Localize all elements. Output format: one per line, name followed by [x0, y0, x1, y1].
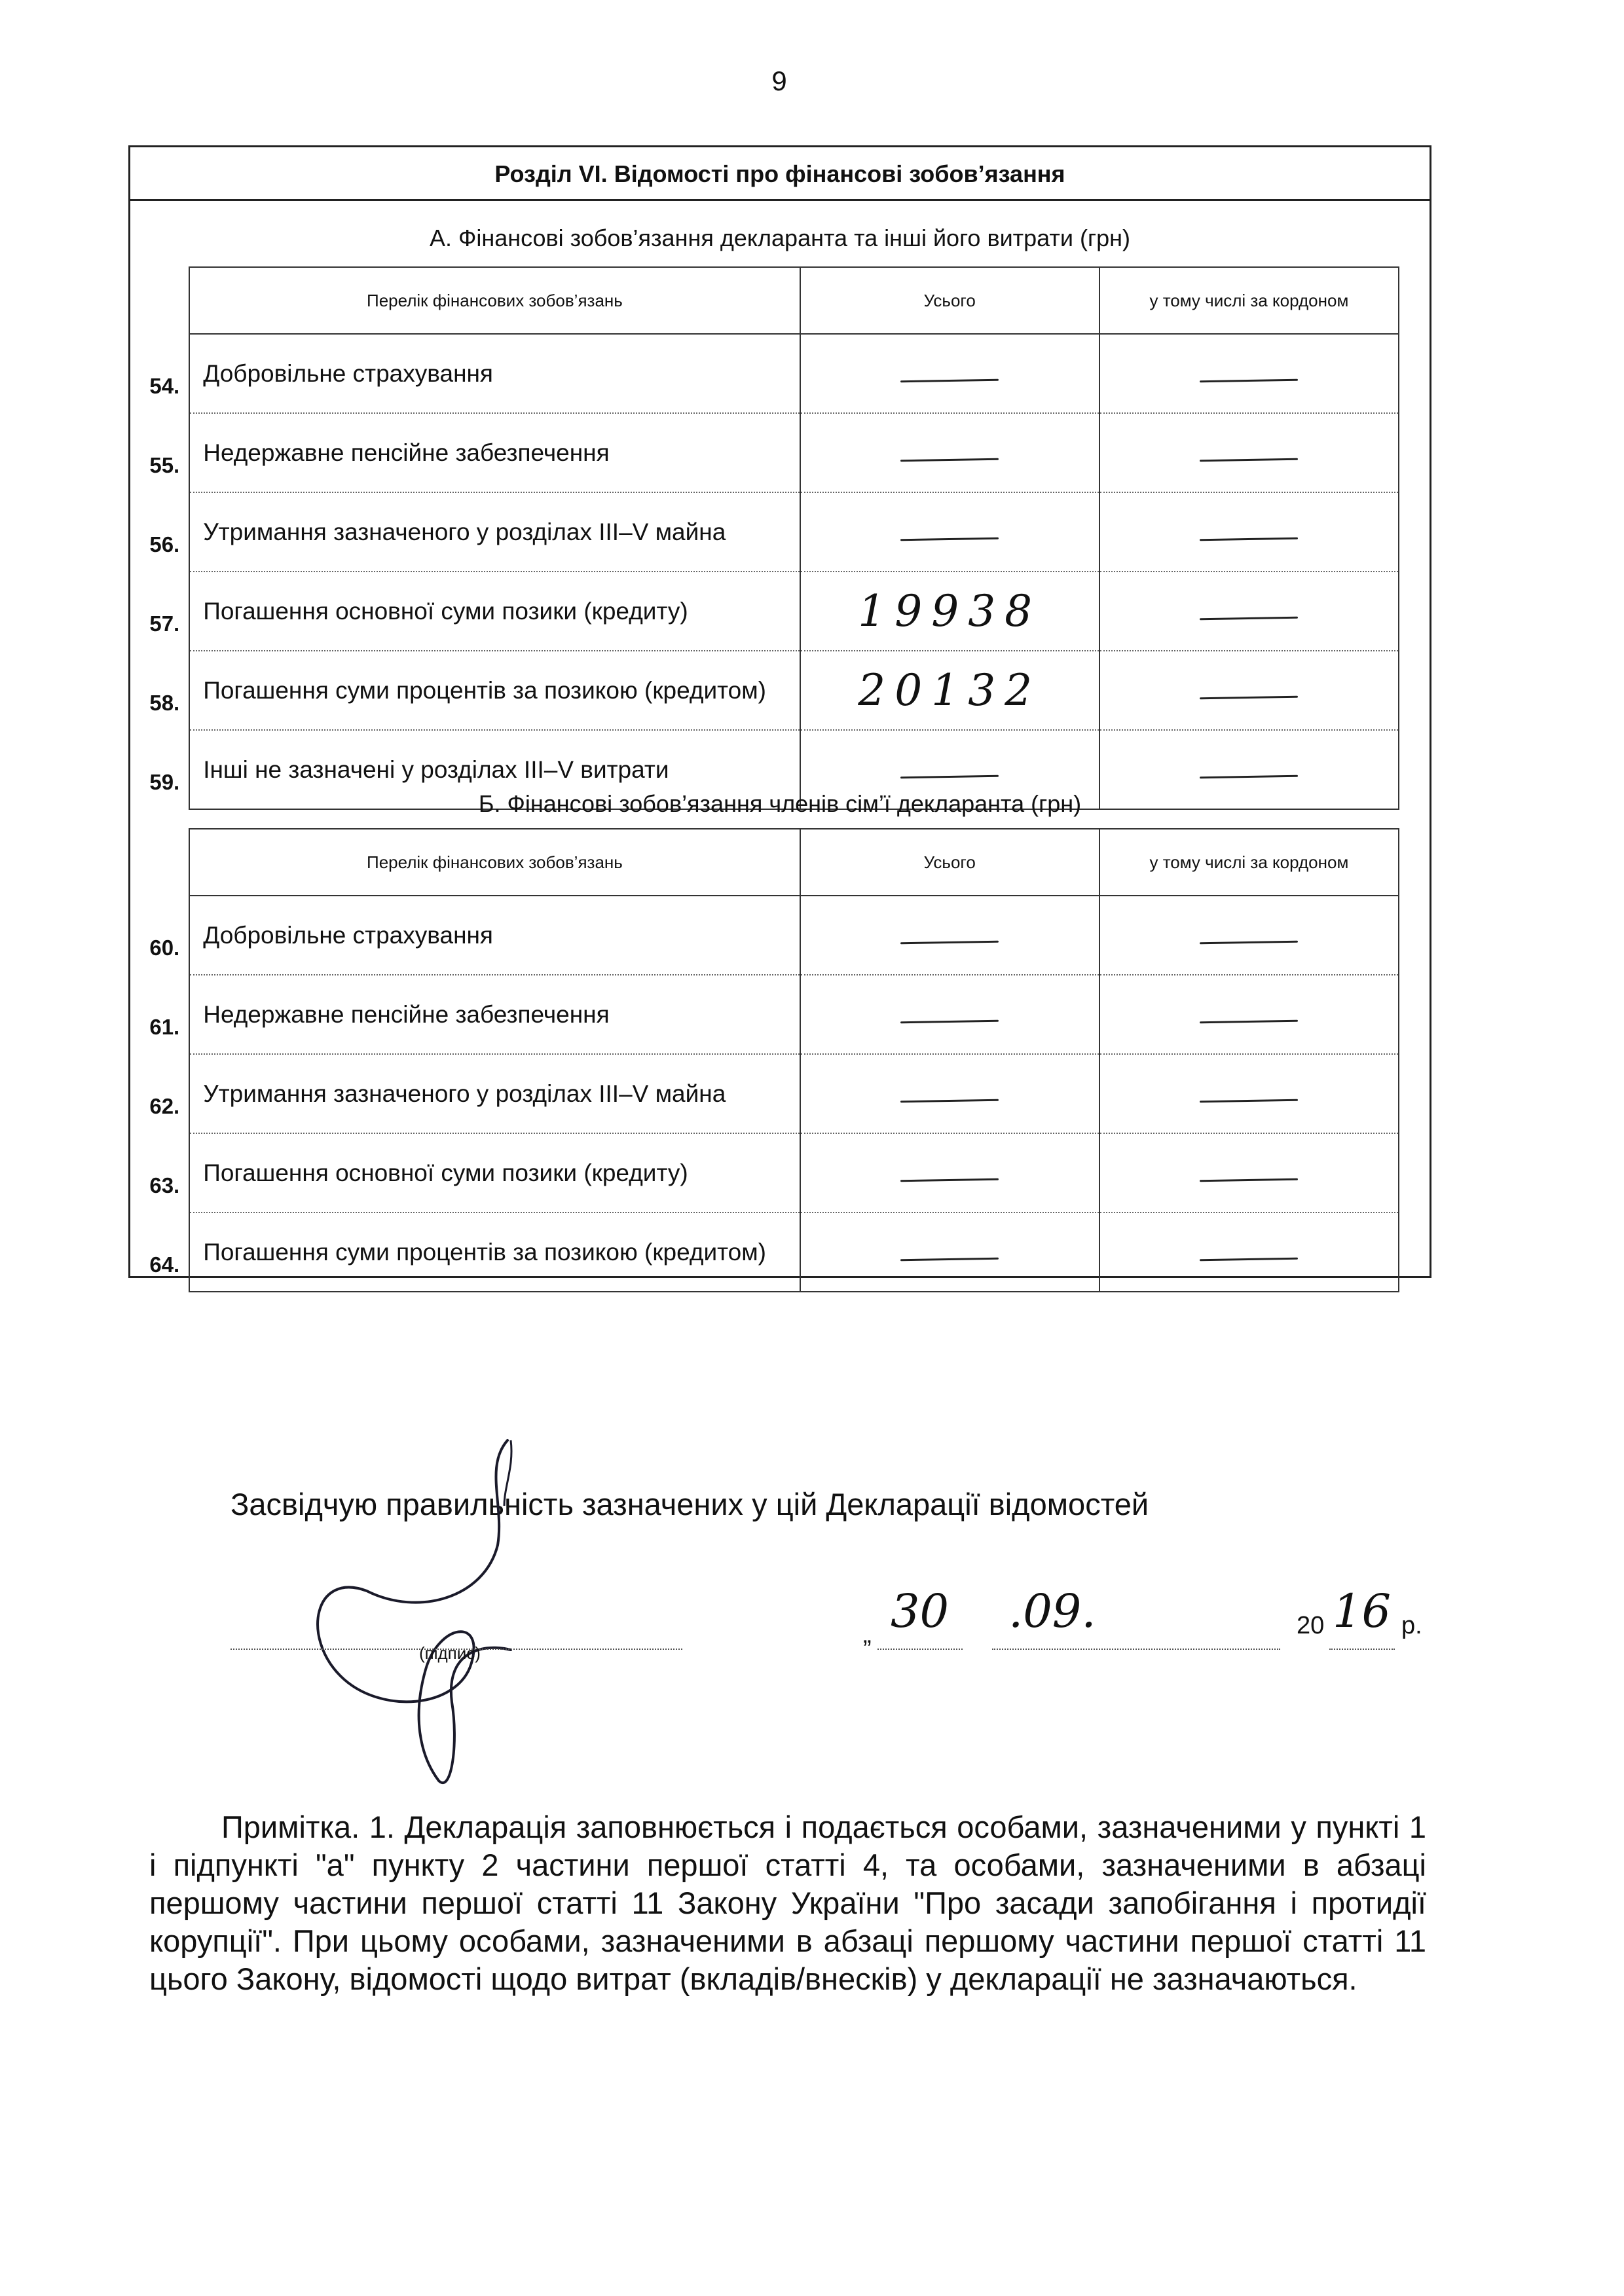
- row-number: 56.: [149, 532, 180, 556]
- row-number: 63.: [149, 1173, 180, 1197]
- table-row: [130, 1212, 1399, 1292]
- handwritten-dash: [900, 1019, 999, 1023]
- handwritten-dash: [1200, 695, 1298, 699]
- handwritten-signature: [288, 1427, 524, 1794]
- header-list: Перелік фінансових зобов’язань: [189, 267, 800, 334]
- row-label: Утримання зазначеного у розділах III–V майна: [189, 492, 800, 572]
- row-label: Добровільне страхування: [189, 896, 800, 975]
- header-total: Усього: [800, 829, 1099, 896]
- date-month-line: [992, 1649, 1280, 1650]
- date-month: .09.: [1008, 1584, 1096, 1638]
- row-number: 61.: [149, 1015, 180, 1039]
- row-abroad-cell: [1099, 1054, 1399, 1133]
- row-number: 62.: [149, 1094, 180, 1118]
- row-label: Погашення суми процентів за позикою (кредитом): [189, 651, 800, 730]
- row-abroad-cell: [1099, 334, 1399, 413]
- row-number: 59.: [149, 770, 180, 794]
- table-row: [130, 1133, 1399, 1212]
- row-abroad-cell: [1099, 975, 1399, 1054]
- handwritten-dash: [1200, 774, 1298, 778]
- table-header-row: [130, 267, 1399, 334]
- handwritten-dash: [1200, 616, 1298, 620]
- handwritten-dash: [900, 378, 999, 382]
- date-day-line: [877, 1649, 963, 1650]
- table-row: [130, 334, 1399, 413]
- row-label: Погашення основної суми позики (кредиту): [189, 1133, 800, 1212]
- row-total-cell: [800, 1054, 1099, 1133]
- table-row: [130, 1054, 1399, 1133]
- handwritten-dash: [1200, 1257, 1298, 1261]
- table-row: [130, 413, 1399, 492]
- handwritten-dash: [1200, 1099, 1298, 1102]
- table-row: [130, 492, 1399, 572]
- row-label: Недержавне пенсійне забезпечення: [189, 975, 800, 1054]
- row-label: Погашення суми процентів за позикою (кредитом): [189, 1212, 800, 1292]
- row-total-cell: [800, 413, 1099, 492]
- note-block: [149, 1808, 1426, 1998]
- year-prefix: 20: [1297, 1612, 1325, 1639]
- section-frame: [128, 145, 1431, 1278]
- row-total-cell: [800, 896, 1099, 975]
- row-abroad-cell: [1099, 572, 1399, 651]
- row-total-cell: [800, 492, 1099, 572]
- date-day: 30: [891, 1584, 950, 1638]
- handwritten-dash: [900, 537, 999, 541]
- handwritten-dash: [1200, 458, 1298, 462]
- row-total-cell: [800, 1133, 1099, 1212]
- year-unit: р.: [1401, 1612, 1422, 1639]
- table-row: [130, 975, 1399, 1054]
- row-label: Утримання зазначеного у розділах III–V майна: [189, 1054, 800, 1133]
- row-label: Інші не зазначені у розділах III–V витрати: [189, 730, 800, 809]
- row-label: Добровільне страхування: [189, 334, 800, 413]
- handwritten-dash: [1200, 378, 1298, 382]
- page-number: 9: [771, 65, 787, 96]
- table-row: [130, 651, 1399, 730]
- year-line: [1329, 1649, 1395, 1650]
- row-total-cell: [800, 1212, 1099, 1292]
- row-abroad-cell: [1099, 413, 1399, 492]
- handwritten-dash: [900, 774, 999, 778]
- part-b-title: Б. Фінансові зобов’язання членів сім’ї декларанта (грн): [478, 790, 1082, 817]
- handwritten-dash: [900, 1099, 999, 1102]
- header-total: Усього: [800, 267, 1099, 334]
- handwritten-dash: [900, 1257, 999, 1261]
- row-total-cell: [800, 975, 1099, 1054]
- row-total-cell: [800, 334, 1099, 413]
- certification-text: Засвідчую правильність зазначених у цій Декларації відомостей: [231, 1487, 1149, 1522]
- part-b-table: [130, 828, 1399, 1292]
- handwritten-dash: [1200, 1178, 1298, 1182]
- handwritten-amount: 20132: [858, 665, 1042, 716]
- handwritten-dash: [1200, 940, 1298, 944]
- row-number: 64.: [149, 1252, 180, 1277]
- row-total-cell: [800, 572, 1099, 651]
- year-suffix: 16: [1333, 1584, 1392, 1638]
- row-number: 60.: [149, 936, 180, 960]
- header-abroad: у тому числі за кордоном: [1099, 829, 1399, 896]
- table-header-row: [130, 829, 1399, 896]
- row-abroad-cell: [1099, 651, 1399, 730]
- row-total-cell: [800, 651, 1099, 730]
- row-abroad-cell: [1099, 492, 1399, 572]
- section-title: Розділ VI. Відомості про фінансові зобов’язання: [130, 147, 1430, 201]
- handwritten-dash: [900, 458, 999, 462]
- note-paragraph: Примітка. 1. Декларація заповнюється і подається особами, зазначеними у пункті 1 і підпункті "а" пункту 2 частини першої статті 4, та особами, зазначеними в абзаці першому частини першої статті 11 Закону України "Про засади запобігання і протидії корупції". При цьому особами, зазначеними в абзаці першому частини першої статті 11 цього Закону, відомості щодо витрат (вкладів/внесків) у декларації не зазначаються.: [149, 1810, 1426, 1996]
- row-label: Погашення основної суми позики (кредиту): [189, 572, 800, 651]
- row-number: 55.: [149, 453, 180, 477]
- date-open-quote: „: [863, 1621, 872, 1649]
- handwritten-dash: [900, 1178, 999, 1182]
- row-number: 58.: [149, 691, 180, 715]
- handwritten-dash: [900, 940, 999, 944]
- handwritten-dash: [1200, 537, 1298, 541]
- row-label: Недержавне пенсійне забезпечення: [189, 413, 800, 492]
- table-row: [130, 896, 1399, 975]
- row-abroad-cell: [1099, 1133, 1399, 1212]
- header-list: Перелік фінансових зобов’язань: [189, 829, 800, 896]
- handwritten-dash: [1200, 1019, 1298, 1023]
- handwritten-amount: 19938: [858, 586, 1042, 636]
- part-a-title: А. Фінансові зобов’язання декларанта та інші його витрати (грн): [429, 225, 1131, 251]
- row-abroad-cell: [1099, 1212, 1399, 1292]
- row-number: 57.: [149, 611, 180, 636]
- signature-caption: (підпис): [419, 1643, 481, 1663]
- row-abroad-cell: [1099, 896, 1399, 975]
- row-number: 54.: [149, 374, 180, 398]
- header-abroad: у тому числі за кордоном: [1099, 267, 1399, 334]
- part-a-table: [130, 266, 1399, 810]
- table-row: [130, 572, 1399, 651]
